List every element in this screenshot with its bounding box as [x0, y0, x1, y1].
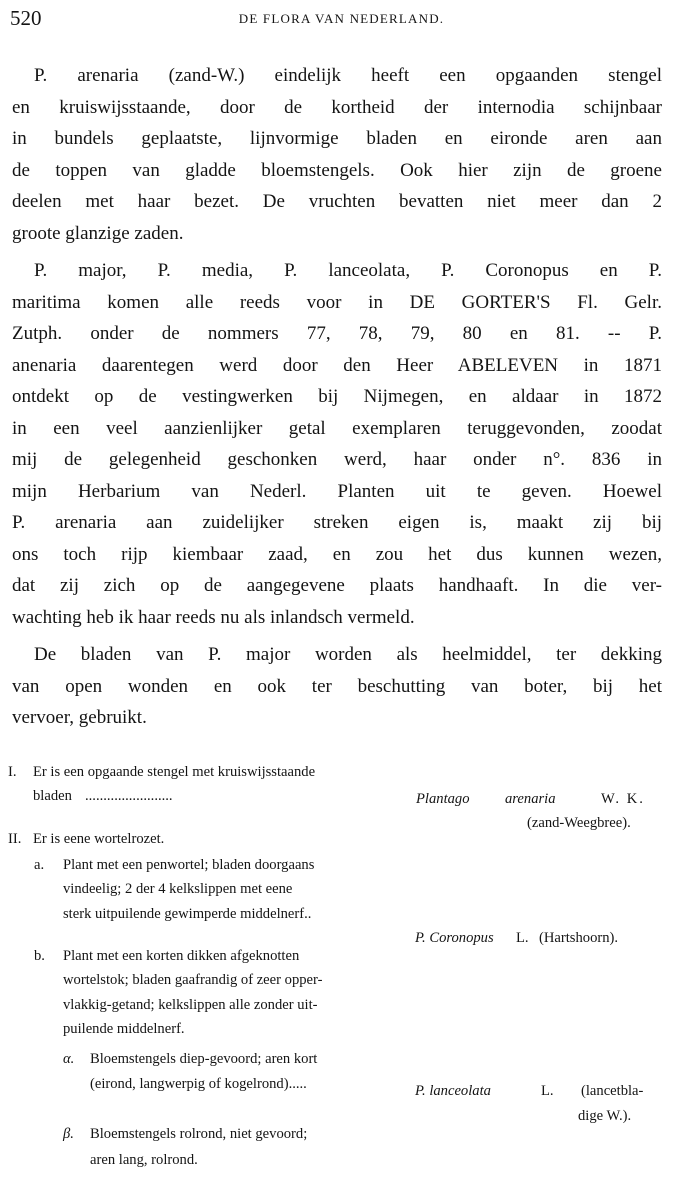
key-text: vindeelig; 2 der 4 kelkslippen met eene — [63, 881, 293, 897]
text-line: vervoer, gebruikt. — [12, 707, 147, 728]
key-text: Er is eene wortelrozet. — [33, 831, 165, 847]
text-line: P. arenaria (zand-W.) eindelijk heeft een opgaanden stengel — [34, 65, 662, 86]
key-text: sterk uitpuilende gewimperde middelnerf.. — [63, 906, 312, 922]
key-text: wortelstok; bladen gaafrandig of zeer opper- — [63, 972, 323, 988]
text-line: ontdekt op de vestingwerken bij Nijmegen, en aldaar in 1872 — [12, 386, 662, 407]
text-line: De bladen van P. major worden als heelmiddel, ter dekking — [34, 644, 662, 665]
key-text: Er is een opgaande stengel met kruiswijsstaande — [33, 764, 316, 780]
text-line: P. arenaria aan zuidelijker streken eigen is, maakt zij bij — [12, 512, 662, 533]
key-text: puilende middelnerf. — [63, 1021, 185, 1037]
key-species: P. Coronopus — [415, 930, 494, 946]
key-text: Plant met een korten dikken afgeknotten — [63, 948, 300, 964]
key-author: L. — [516, 930, 529, 946]
running-header — [10, 6, 673, 32]
text-line: mij de gelegenheid geschonken werd, haar onder n°. 836 in — [12, 449, 662, 470]
key-label-a: a. — [34, 857, 45, 873]
text-line: dat zij zich op de aangegevene plaats handhaaft. In die ver- — [12, 575, 662, 596]
paragraph-arenaria — [12, 60, 662, 249]
key-common-name: dige W.). — [578, 1108, 632, 1124]
text-line: van open wonden en ook ter beschutting van boter, bij het — [12, 675, 662, 697]
text-line: in bundels geplaatste, lijnvormige bladen en eironde aren aan — [12, 128, 662, 149]
key-species: Plantago — [416, 791, 470, 807]
key-text: Bloemstengels rolrond, niet gevoord; — [90, 1126, 308, 1142]
text-line: deelen met haar bezet. De vruchten bevatten niet meer dan 2 — [12, 191, 662, 212]
text-line: wachting heb ik haar reeds nu als inlandsch vermeld. — [12, 606, 415, 628]
key-text: aren lang, rolrond. — [90, 1152, 198, 1168]
key-text: Bloemstengels diep-gevoord; aren kort — [90, 1051, 318, 1067]
text-line: anenaria daarentegen werd door den Heer ABELEVEN in 1871 — [12, 354, 662, 376]
main-text — [12, 60, 662, 734]
key-label-b: b. — [34, 948, 45, 964]
text-line: groote glanzige zaden. — [12, 222, 184, 244]
text-line: in een veel aanzienlijker getal exemplaren teruggevonden, zoodat — [12, 417, 662, 439]
key-common-name: (Hartshoorn). — [539, 930, 619, 946]
key-label-I: I. — [8, 764, 17, 780]
text-line: ons toch rijp kiembaar zaad, en zou het dus kunnen wezen, — [12, 543, 662, 565]
key-species: arenaria — [505, 791, 556, 807]
key-text: bladen — [33, 788, 72, 804]
page-number: 520 — [10, 6, 42, 30]
text-line: Zutph. onder de nommers 77, 78, 79, 80 en 81. -- P. — [12, 323, 662, 344]
text-line: en kruiswijsstaande, door de kortheid der internodia schijnbaar — [12, 96, 662, 118]
key-author: W. K. — [601, 791, 645, 807]
paragraph-species-records — [12, 255, 662, 633]
key-text: Plant met een penwortel; bladen doorgaans — [63, 857, 315, 873]
text-line: mijn Herbarium van Nederl. Planten uit te geven. Hoewel — [12, 480, 662, 502]
key-common-name: (lancetbla- — [581, 1083, 644, 1099]
text-line: P. major, P. media, P. lanceolata, P. Coronopus en P. — [34, 260, 662, 281]
key-label-beta: β. — [63, 1126, 74, 1142]
running-head-title: DE FLORA VAN NEDERLAND. — [238, 11, 445, 26]
text-line: de toppen van gladde bloemstengels. Ook hier zijn de groene — [12, 159, 662, 181]
key-species: P. lanceolata — [415, 1083, 491, 1099]
text-line: maritima komen alle reeds voor in DE GORTER'S Fl. Gelr. — [12, 291, 662, 313]
key-label-II: II. — [8, 831, 22, 847]
key-text: vlakkig-getand; kelkslippen alle zonder uit- — [63, 997, 318, 1013]
key-leader-dots: ........................ — [85, 788, 173, 804]
key-common-name: (zand-Weegbree). — [527, 815, 631, 831]
key-text: (eirond, langwerpig of kogelrond)..... — [90, 1076, 307, 1092]
key-author: L. — [541, 1083, 554, 1099]
paragraph-uses — [12, 639, 662, 734]
key-label-alpha: α. — [63, 1051, 75, 1067]
